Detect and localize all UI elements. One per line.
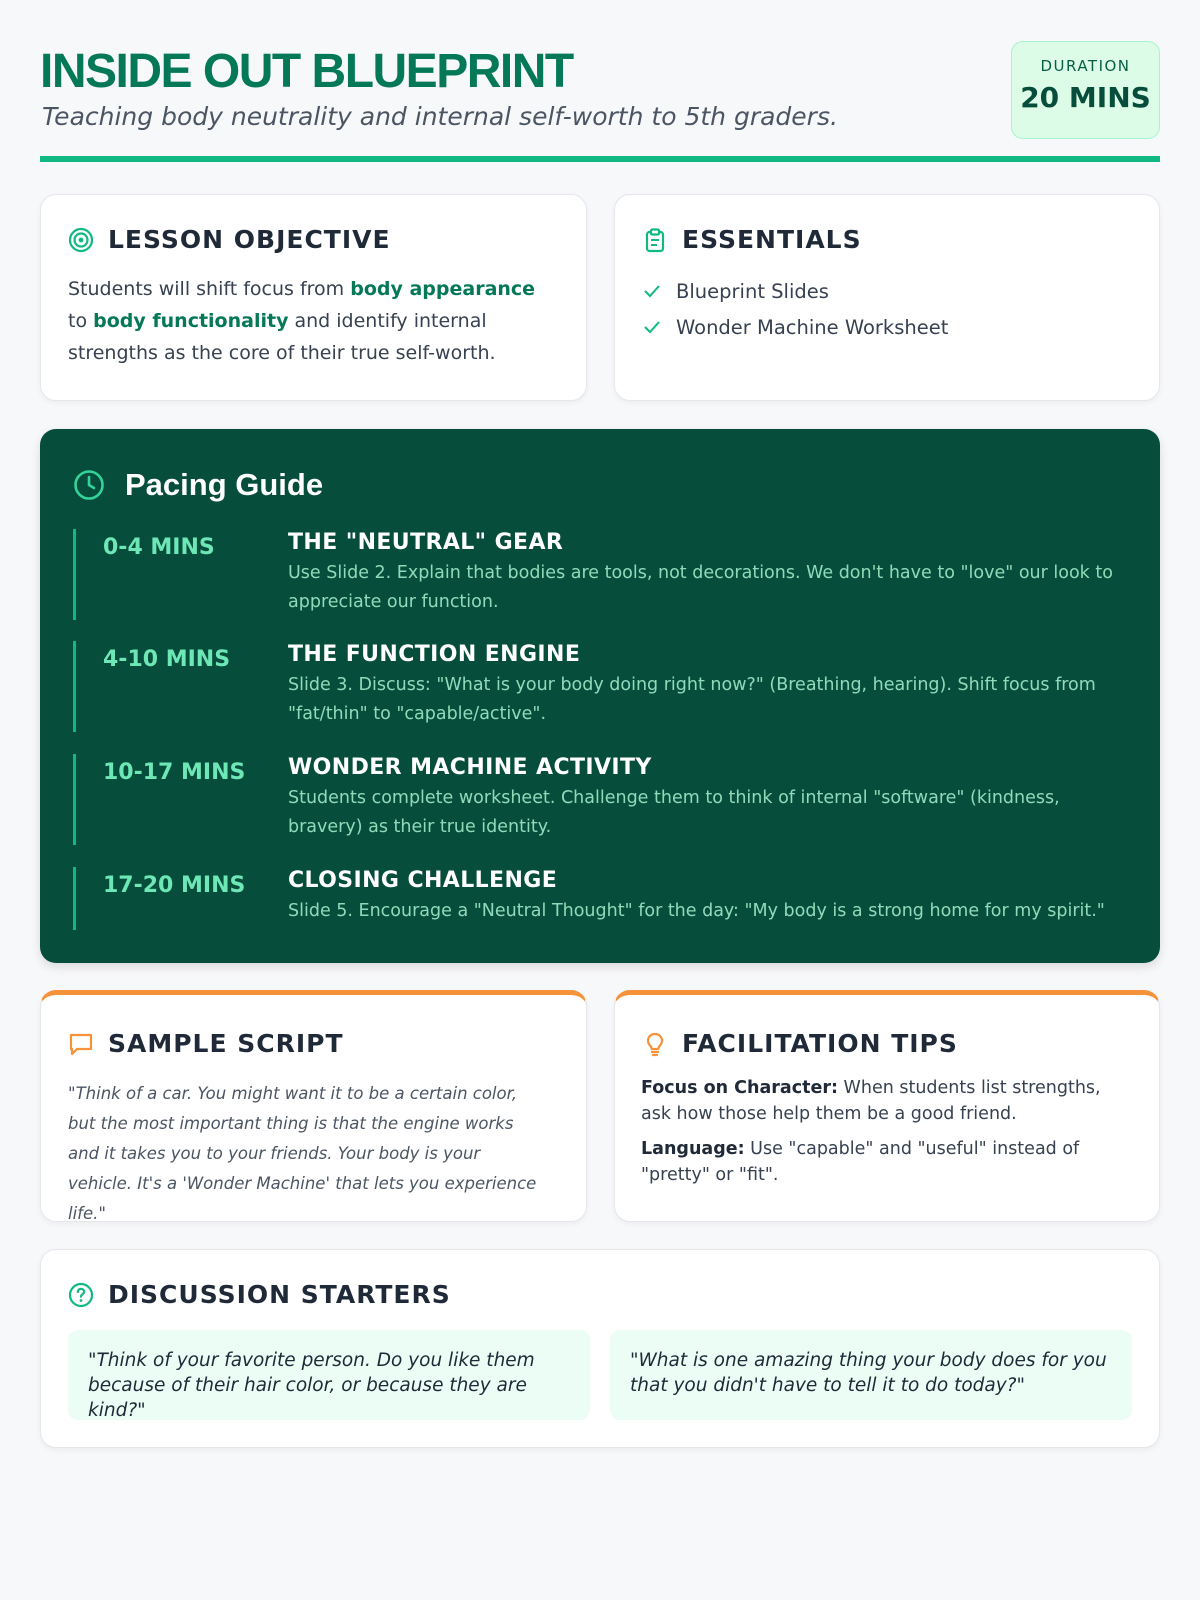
highlight-body-appearance: body appearance — [350, 278, 536, 300]
discussion-starters-title: DISCUSSION STARTERS — [108, 1280, 451, 1309]
step-description: Use Slide 2. Explain that bodies are tools, not decorations. We don't have to "love" our look to appreciate our function. — [288, 563, 1113, 612]
tip-text: Use "capable" and "useful" instead of "pretty" or "fit". — [641, 1139, 1080, 1185]
target-icon — [68, 227, 94, 253]
step-title: WONDER MACHINE ACTIVITY — [288, 755, 652, 780]
page-subtitle: Teaching body neutrality and internal self-worth to 5th graders. — [42, 102, 838, 131]
pacing-guide-title: Pacing Guide — [125, 467, 324, 502]
clipboard-icon — [642, 227, 668, 253]
list-item — [642, 309, 948, 345]
step-body — [288, 529, 1118, 617]
step-time: 4-10 MINS — [103, 647, 231, 672]
pacing-step — [73, 529, 1133, 620]
objective-text-part: Students will shift focus from — [68, 278, 351, 300]
essentials-title: ESSENTIALS — [682, 225, 862, 254]
clock-icon — [73, 469, 105, 501]
duration-badge — [1011, 41, 1160, 139]
lesson-objective-text — [68, 273, 548, 369]
lesson-objective-card — [40, 194, 587, 401]
pacing-guide-heading — [73, 467, 323, 503]
check-icon — [642, 317, 662, 337]
objective-text-part: and identify internal strengths as the core of their true self-worth. — [68, 310, 496, 364]
step-description: Students complete worksheet. Challenge them to think of internal "software" (kindness, bravery) as their true identity. — [288, 788, 1060, 837]
duration-label: DURATION — [1040, 57, 1131, 75]
step-title: THE FUNCTION ENGINE — [288, 642, 581, 667]
duration-value: 20 MINS — [1020, 81, 1151, 114]
tip-text: When students list strengths, ask how those help them be a good friend. — [641, 1078, 1101, 1124]
facilitation-tips-card — [614, 990, 1160, 1222]
pacing-step — [73, 641, 1133, 732]
step-time: 10-17 MINS — [103, 760, 246, 785]
step-description: Slide 5. Encourage a "Neutral Thought" for the day: "My body is a strong home for my spirit." — [288, 901, 1105, 921]
step-body — [288, 867, 1118, 926]
lesson-objective-heading — [68, 225, 391, 254]
step-time: 17-20 MINS — [103, 873, 246, 898]
facilitation-tips-title: FACILITATION TIPS — [682, 1029, 958, 1058]
discussion-starters-heading — [68, 1280, 451, 1309]
tip-item — [641, 1136, 1131, 1188]
list-item — [642, 273, 948, 309]
header — [40, 40, 1160, 162]
tip-label: Language: — [641, 1139, 745, 1159]
facilitation-tips-heading — [642, 1029, 958, 1058]
essentials-list — [642, 273, 948, 345]
discussion-quote: "What is one amazing thing your body does for you that you didn't have to tell it to do today?" — [610, 1330, 1132, 1420]
lightbulb-icon — [642, 1031, 668, 1057]
pacing-step — [73, 754, 1133, 845]
objective-text-part: to — [68, 310, 94, 332]
page-title: INSIDE OUT BLUEPRINT — [40, 45, 573, 98]
step-title: CLOSING CHALLENGE — [288, 868, 558, 893]
sample-script-card — [40, 990, 587, 1222]
chat-bubble-icon — [68, 1031, 94, 1057]
question-circle-icon — [68, 1282, 94, 1308]
step-description: Slide 3. Discuss: "What is your body doing right now?" (Breathing, hearing). Shift focus from "fat/thin" to "capable/active". — [288, 675, 1096, 724]
step-body — [288, 754, 1118, 842]
step-time: 0-4 MINS — [103, 535, 215, 560]
sample-script-text: "Think of a car. You might want it to be a certain color, but the most important thing is that the engine works and it takes you to your friends. Your body is your vehicle. It's a 'Wonder Machine' that lets you experience life." — [68, 1084, 537, 1223]
essentials-card — [614, 194, 1160, 401]
pacing-guide-panel — [40, 429, 1160, 963]
sample-script-title: SAMPLE SCRIPT — [108, 1029, 344, 1058]
essentials-item-label: Wonder Machine Worksheet — [676, 315, 949, 339]
essentials-heading — [642, 225, 862, 254]
sample-script-heading — [68, 1029, 344, 1058]
step-title: THE "NEUTRAL" GEAR — [288, 530, 564, 555]
lesson-objective-title: LESSON OBJECTIVE — [108, 225, 391, 254]
pacing-step — [73, 867, 1133, 930]
discussion-quote: "Think of your favorite person. Do you like them because of their hair color, or because they are kind?" — [68, 1330, 590, 1420]
highlight-body-functionality: body functionality — [93, 310, 289, 332]
check-icon — [642, 281, 662, 301]
tip-item — [641, 1075, 1131, 1127]
essentials-item-label: Blueprint Slides — [676, 279, 829, 303]
tip-label: Focus on Character: — [641, 1078, 838, 1098]
discussion-starters-card — [40, 1249, 1160, 1448]
step-body — [288, 641, 1118, 729]
